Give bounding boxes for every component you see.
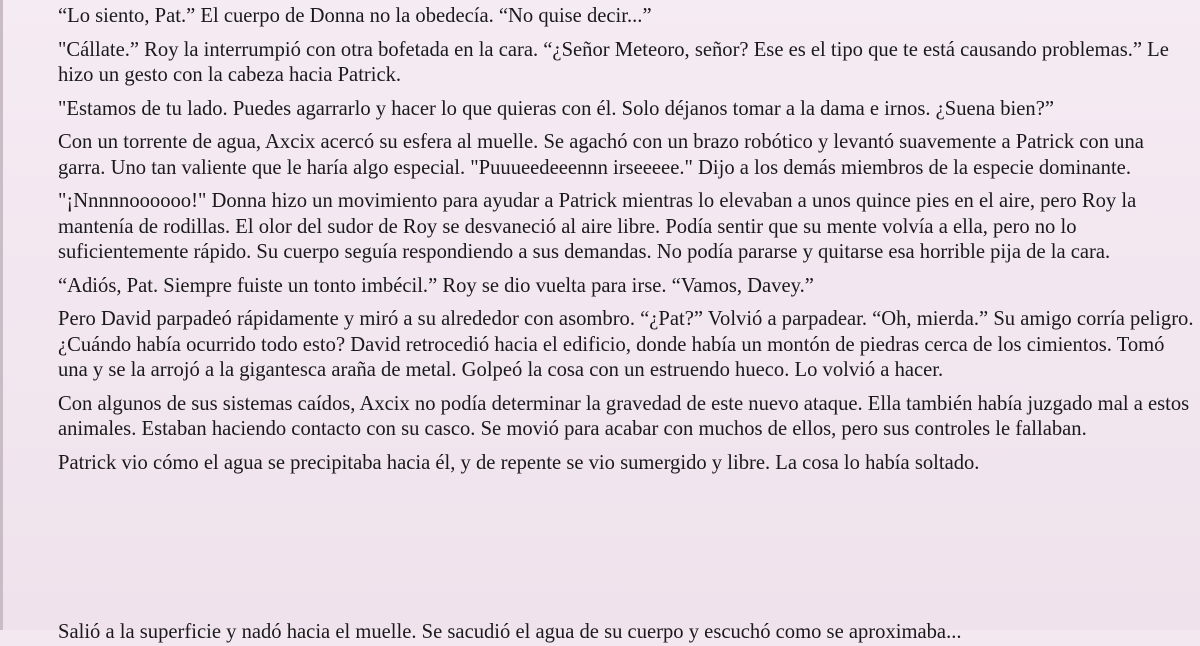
paragraph: “Adiós, Pat. Siempre fuiste un tonto imbécil.” Roy se dio vuelta para irse. “Vamos, Davey.” xyxy=(58,274,814,297)
paragraph: "Cállate.” Roy la interrumpió con otra bofetada en la cara. “¿Señor Meteoro, señor? Ese es el tipo que te está causando problemas.” Le hizo un gesto con la cabeza hacia Patrick. xyxy=(58,38,1169,86)
cut-off-line: Salió a la superficie y nadó hacia el muelle. Se sacudió el agua de su cuerpo y escuchó como se aproximaba... xyxy=(58,621,962,643)
paragraph: "¡Nnnnnoooooo!" Donna hizo un movimiento para ayudar a Patrick mientras lo elevaban a unos quince pies en el aire, pero Roy la mantenía de rodillas. El olor del sudor de Roy se desvaneció al aire libre. Podía sentir que su mente volvía a ella, pero no lo suficientemente rápido. Su cuerpo seguía respondiendo a sus demandas. No podía pararse y quitarse esa horrible pija de la cara. xyxy=(58,190,1137,263)
paragraph: Pero David parpadeó rápidamente y miró a su alrededor con asombro. “¿Pat?” Volvió a parpadear. “Oh, mierda.” Su amigo corría peligro. ¿Cuándo había ocurrido todo esto? David retrocedió hacia el edificio, donde había un montón de piedras cerca de los cimientos. Tomó una y se la arrojó a la gigantesca araña de metal. Golpeó la cosa con un estruendo hueco. Lo volvió a hacer. xyxy=(58,308,1194,381)
paragraph: “Lo siento, Pat.” El cuerpo de Donna no la obedecía. “No quise decir...” xyxy=(58,5,652,27)
paragraph: Con algunos de sus sistemas caídos, Axcix no podía determinar la gravedad de este nuevo ataque. Ella también había juzgado mal a estos animales. Estaban haciendo contacto con su casco. Se movió para acabar con muchos de ellos, pero sus controles le fallaban. xyxy=(58,392,1190,440)
body-text xyxy=(58,4,1196,484)
paragraph: "Estamos de tu lado. Puedes agarrarlo y hacer lo que quieras con él. Solo déjanos tomar a la dama e irnos. ¿Suena bien?” xyxy=(58,97,1055,120)
paragraph: Patrick vio cómo el agua se precipitaba hacia él, y de repente se vio sumergido y libre. La cosa lo había soltado. xyxy=(58,451,980,474)
paragraph: Con un torrente de agua, Axcix acercó su esfera al muelle. Se agachó con un brazo robótico y levantó suavemente a Patrick con una garra. Uno tan valiente que le haría algo especial. "Puuueedeeennn irseeeee." Dijo a los demás miembros de la especie dominante. xyxy=(58,131,1144,179)
